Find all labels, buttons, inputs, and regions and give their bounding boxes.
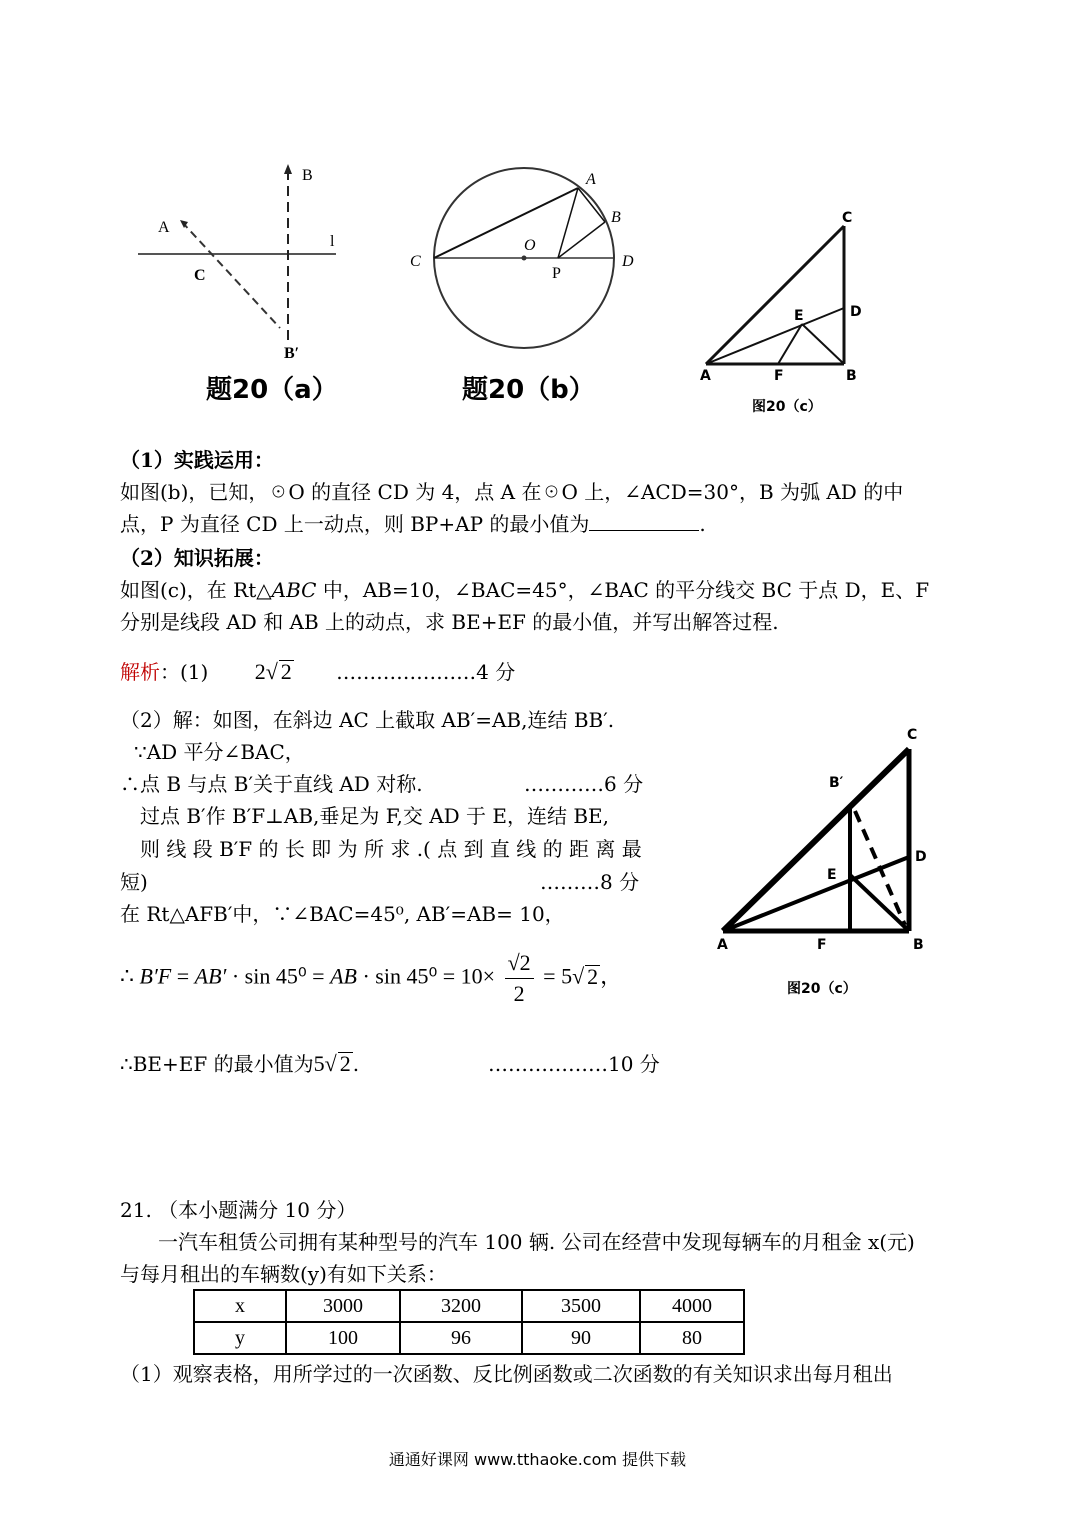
solution-s3-text: ∴点 B 与点 B′关于直线 AD 对称. — [120, 772, 423, 796]
page-footer: 通通好课网 www.tthaoke.com 提供下载 — [388, 1450, 687, 1469]
figure-20c-large — [705, 715, 945, 1005]
solution-s1: （2）解：如图，在斜边 AC 上截取 AB′=AB,连结 BB′. — [120, 708, 615, 732]
s8-coef: 5 — [313, 1051, 325, 1076]
fig-c-large-label-e: E — [827, 867, 837, 883]
fig-b-label-d: D — [622, 253, 634, 270]
figure-20c-small — [690, 200, 880, 425]
solution-s5: 则 线 段 B′F 的 长 即 为 所 求 .( 点 到 直 线 的 距 离 最 — [140, 837, 642, 861]
table-cell: 3200 — [400, 1290, 522, 1322]
q20-part2-line2: 分别是线段 AD 和 AB 上的动点，求 BE+EF 的最小值，并写出解答过程. — [120, 610, 779, 634]
q21-heading: 21. （本小题满分 10 分） — [120, 1198, 357, 1222]
s8-end: . — [352, 1052, 360, 1076]
score-4: …………………4 分 — [336, 660, 516, 684]
eq-rad: 2 — [587, 963, 599, 989]
fig-c-small-label-e: E — [794, 308, 804, 324]
q20-part2-line1 — [120, 576, 929, 604]
eq-end: ， — [600, 963, 623, 989]
solution-s6 — [120, 868, 640, 896]
eq-f: · sin 45⁰ = 10× — [356, 963, 496, 989]
fig-a-label-b: B — [302, 167, 313, 184]
solution-s7: 在 Rt△AFB′中，∵∠BAC=45⁰, AB′=AB= 10， — [120, 902, 565, 926]
q20-part2-heading: （2）知识拓展： — [120, 546, 274, 570]
eq-a: B′F — [139, 963, 172, 989]
fig-a-label-l: l — [330, 233, 335, 250]
fig-b-label-p: P — [552, 265, 561, 282]
solution-s4: 过点 B′作 B′F⊥AB,垂足为 F,交 AD 于 E，连结 BE, — [140, 804, 610, 828]
table-cell: 4000 — [640, 1290, 744, 1322]
fig-c-large-label-bprime: B′ — [829, 775, 844, 791]
fig-c-small-label-f: F — [774, 368, 784, 384]
rent-table — [193, 1289, 745, 1355]
solution-label: 解析 — [120, 660, 160, 684]
figure-20a — [130, 150, 370, 420]
fig-a-label-bprime: B′ — [284, 345, 300, 362]
table-row — [194, 1322, 744, 1354]
solution-s6-text: 短) — [120, 870, 148, 894]
solution-s3 — [120, 770, 644, 798]
fig-c-large-label-a: A — [717, 937, 728, 953]
fig-b-label-c: C — [410, 253, 421, 270]
fig-a-label-a: A — [158, 219, 170, 236]
fig-b-caption: 题20（b） — [462, 375, 595, 405]
eq-prefix: ∴ — [120, 963, 134, 989]
table-cell: 96 — [400, 1322, 522, 1354]
q20-part1-end: . — [699, 512, 706, 536]
eq-d: · sin 45⁰ = — [226, 963, 331, 989]
q20-part2-line1-b: △ABC — [256, 578, 317, 602]
fig-c-small-label-a: A — [700, 368, 711, 384]
score-6: …………6 分 — [524, 772, 644, 796]
table-cell: 3500 — [522, 1290, 640, 1322]
q20-part1-line2 — [120, 510, 706, 538]
solution-equation: ∴ B′F = AB′ · sin 45⁰ = AB · sin 45⁰ = 10× $\frac{√2}{2}$ = 5√ 2， — [120, 948, 622, 1009]
table-cell: y — [194, 1322, 286, 1354]
q20-part2-line1-a: 如图(c)，在 Rt — [120, 578, 257, 602]
q20-part2-line1-c: 中，AB=10，∠BAC=45°，∠BAC 的平分线交 BC 于点 D，E、F — [316, 578, 930, 602]
eq-e: AB — [330, 963, 357, 989]
answer-rad: 2 — [280, 659, 292, 684]
score-8: ………8 分 — [540, 870, 640, 894]
fig-c-large-label-b: B — [913, 937, 924, 953]
solution-s8-text: ∴BE+EF 的最小值为 — [120, 1052, 314, 1076]
eq-den: 2 — [513, 981, 525, 1006]
q20-part1-line1: 如图(b)，已知，☉O 的直径 CD 为 4，点 A 在☉O 上，∠ACD=30°，B 为弧 AD 的中 — [120, 480, 904, 504]
score-10: ………………10 分 — [488, 1052, 660, 1076]
eq-g: = 5 — [543, 963, 573, 989]
fig-c-small-label-c: C — [842, 210, 853, 226]
fig-c-large-label-c: C — [907, 727, 918, 743]
q20-part1-heading: （1）实践运用： — [120, 448, 274, 472]
s8-rad: 2 — [339, 1051, 351, 1076]
q20-part1-line2-text: 点，P 为直径 CD 上一动点，则 BP+AP 的最小值为 — [120, 512, 590, 536]
eq-c: AB′ — [194, 963, 227, 989]
fig-b-label-b: B — [611, 209, 621, 226]
fig-b-label-o: O — [524, 237, 536, 254]
fig-c-small-label-d: D — [850, 304, 862, 320]
figure-20b — [400, 150, 660, 420]
table-cell: 90 — [522, 1322, 640, 1354]
fig-a-caption: 题20（a） — [206, 375, 338, 405]
fig-b-label-a: A — [586, 171, 596, 188]
table-cell: 3000 — [286, 1290, 400, 1322]
solution-s2: ∵AD 平分∠BAC， — [134, 740, 305, 764]
eq-b: = — [171, 963, 195, 989]
fig-c-small-caption: 图20（c） — [752, 399, 822, 415]
q21-p3: （1）观察表格，用所学过的一次函数、反比例函数或二次函数的有关知识求出每月租出 — [120, 1362, 893, 1386]
fig-a-label-c: C — [194, 267, 206, 284]
table-cell: 100 — [286, 1322, 400, 1354]
fig-c-large-caption: 图20（c） — [787, 981, 857, 997]
q21-p2: 与每月租出的车辆数(y)有如下关系： — [120, 1262, 447, 1286]
q21-p1: 一汽车租赁公司拥有某种型号的汽车 100 辆. 公司在经营中发现每辆车的月租金 x(元) — [158, 1230, 915, 1254]
fig-c-large-label-d: D — [915, 849, 927, 865]
fig-c-small-label-b: B — [846, 368, 857, 384]
fig-c-large-label-f: F — [817, 937, 827, 953]
solution-part1-prefix: ：(1) — [160, 660, 209, 684]
eq-fraction — [505, 948, 534, 1009]
table-cell: 80 — [640, 1322, 744, 1354]
answer-coef: 2 — [254, 659, 266, 684]
answer-value: 2√ 2 — [254, 659, 292, 684]
answer-blank — [589, 510, 699, 531]
solution-s8: ∴BE+EF 的最小值为5√ 2 . ………………10 分 — [120, 1051, 660, 1076]
table-cell: x — [194, 1290, 286, 1322]
eq-num: √2 — [505, 948, 534, 979]
table-row — [194, 1290, 744, 1322]
solution-part1 — [120, 658, 515, 686]
